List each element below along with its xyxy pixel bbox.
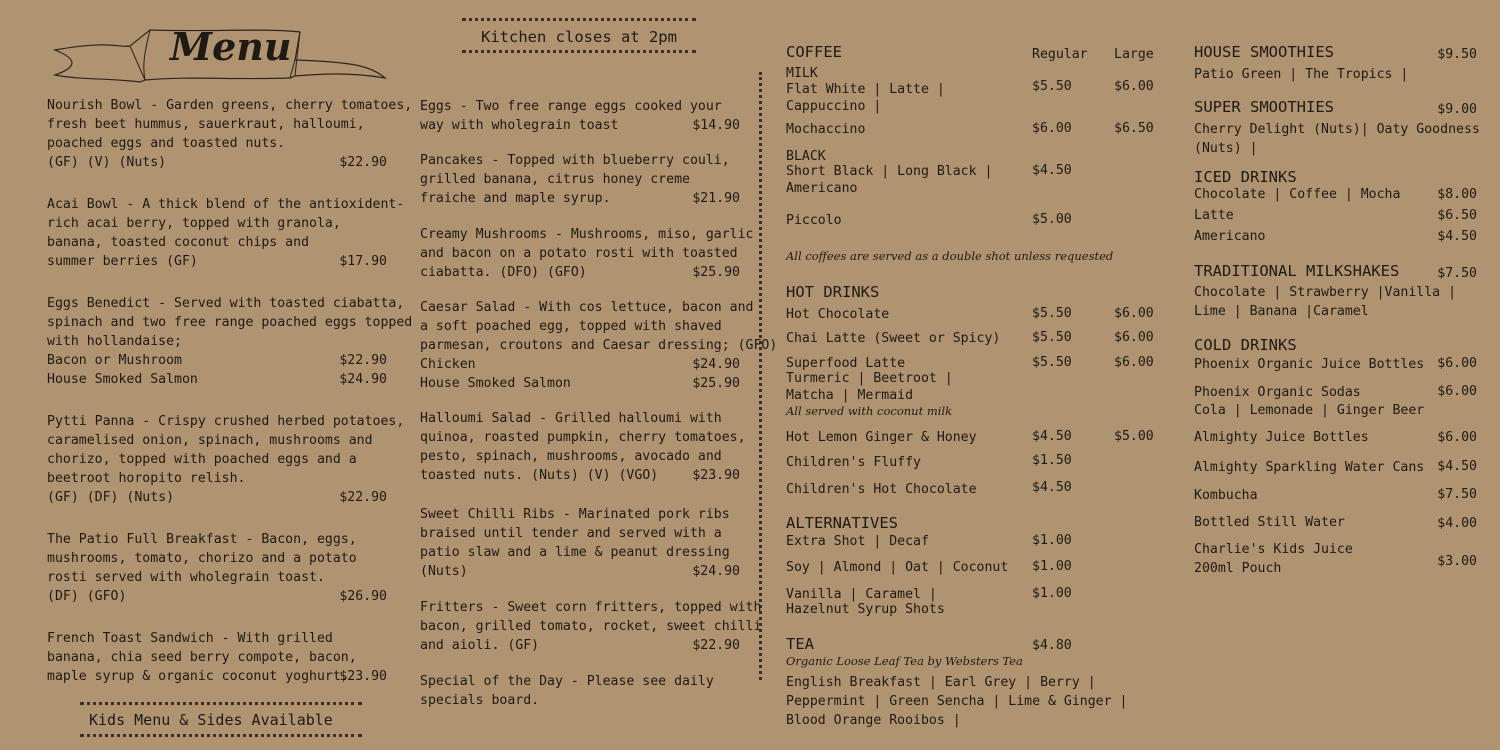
dish-line: Eggs Benedict - Served with toasted ciabatta, xyxy=(47,296,405,311)
kitchen-bottom-dots xyxy=(462,50,696,53)
dish-line: Halloumi Salad - Grilled halloumi with xyxy=(420,411,722,426)
regular-price: $6.00 xyxy=(1032,121,1072,136)
dish-line: Caesar Salad - With cos lettuce, bacon and xyxy=(420,300,754,315)
dish-line: Pancakes - Topped with blueberry couli, xyxy=(420,153,730,168)
dish-line: Creamy Mushrooms - Mushrooms, miso, garlic xyxy=(420,227,754,242)
regular-price: $5.00 xyxy=(1032,212,1072,227)
coffee-item: Cappuccino | xyxy=(786,99,882,114)
large-price: $6.00 xyxy=(1114,355,1154,370)
dish-line: specials board. xyxy=(420,693,540,708)
regular-price: $1.00 xyxy=(1032,559,1072,574)
large-price: $5.00 xyxy=(1114,429,1154,444)
drink-price: $6.50 xyxy=(1437,208,1477,223)
regular-price: $4.50 xyxy=(1032,480,1072,495)
dish-line: toasted nuts. (Nuts) (V) (VGO) xyxy=(420,468,659,483)
house-smoothies-line: Patio Green | The Tropics | xyxy=(1194,67,1409,82)
hot-drink-item: Hot Chocolate xyxy=(786,307,890,322)
tea-heading: TEA xyxy=(786,635,814,653)
drink-price: $4.50 xyxy=(1437,229,1477,244)
hot-drink-item: Children's Hot Chocolate xyxy=(786,482,977,497)
dish-price: $23.90 xyxy=(339,669,387,684)
dish-line: parmesan, croutons and Caesar dressing; (GFO) xyxy=(420,338,778,353)
regular-price: $4.50 xyxy=(1032,429,1072,444)
alternative-item: Soy | Almond | Oat | Coconut xyxy=(786,560,1009,575)
regular-price: $1.50 xyxy=(1032,453,1072,468)
iced-drink-item: Chocolate | Coffee | Mocha xyxy=(1194,187,1401,202)
coffee-item: Americano xyxy=(786,181,858,196)
dish-option: Bacon or Mushroom xyxy=(47,353,182,368)
cold-drink-item: Charlie's Kids Juice xyxy=(1194,542,1353,557)
alternative-item: Extra Shot | Decaf xyxy=(786,534,929,549)
regular-price: $1.00 xyxy=(1032,586,1072,601)
dish-option-price: $22.90 xyxy=(339,353,387,368)
large-column-heading: Large xyxy=(1114,47,1154,62)
dish-line: maple syrup & organic coconut yoghurt. xyxy=(47,669,349,684)
regular-price: $1.00 xyxy=(1032,533,1072,548)
large-price: $6.00 xyxy=(1114,306,1154,321)
tea-subtitle: Organic Loose Leaf Tea by Websters Tea xyxy=(786,654,1023,668)
dish-line: banana, chia seed berry compote, bacon, xyxy=(47,650,357,665)
kitchen-closes-text: Kitchen closes at 2pm xyxy=(481,28,677,46)
drink-price: $7.50 xyxy=(1437,487,1477,502)
coffee-note: All coffees are served as a double shot unless requested xyxy=(786,249,1114,263)
dish-line: fresh beet hummus, sauerkraut, halloumi, xyxy=(47,117,365,132)
drink-price: $9.50 xyxy=(1437,47,1477,62)
coffee-item: Short Black | Long Black | xyxy=(786,164,993,179)
dish-line: rich acai berry, topped with granola, xyxy=(47,216,341,231)
kids-bottom-dots xyxy=(80,734,362,737)
kids-top-dots xyxy=(80,702,362,705)
iced-drink-item: Latte xyxy=(1194,208,1234,223)
dish-line: French Toast Sandwich - With grilled xyxy=(47,631,333,646)
drink-price: $4.50 xyxy=(1437,459,1477,474)
coffee-item: Mochaccino xyxy=(786,122,866,137)
dish-line: banana, toasted coconut chips and xyxy=(47,235,310,250)
regular-price: $4.80 xyxy=(1032,638,1072,653)
milk-subheading: MILK xyxy=(786,66,818,81)
cold-drinks-heading: COLD DRINKS xyxy=(1194,336,1297,354)
drink-price: $7.50 xyxy=(1437,266,1477,281)
menu-title: Menu xyxy=(170,24,292,69)
hot-drink-item: Chai Latte (Sweet or Spicy) xyxy=(786,331,1001,346)
hot-drink-item: Hot Lemon Ginger & Honey xyxy=(786,430,977,445)
super-smoothies-line: Cherry Delight (Nuts)| Oaty Goodness xyxy=(1194,122,1480,137)
hot-drink-item: Matcha | Mermaid xyxy=(786,388,914,403)
dish-line: ciabatta. (DFO) (GFO) xyxy=(420,265,587,280)
regular-price: $5.50 xyxy=(1032,79,1072,94)
dish-price: $22.90 xyxy=(692,638,740,653)
super-smoothies-line: (Nuts) | xyxy=(1194,141,1258,156)
dish-line: way with wholegrain toast xyxy=(420,118,619,133)
dish-line: The Patio Full Breakfast - Bacon, eggs, xyxy=(47,532,357,547)
dish-line: (Nuts) xyxy=(420,564,468,579)
dish-option-price: $24.90 xyxy=(339,372,387,387)
dish-line: pesto, spinach, mushrooms, avocado and xyxy=(420,449,722,464)
super-smoothies-heading: SUPER SMOOTHIES xyxy=(1194,98,1334,116)
cold-drink-item: Almighty Sparkling Water Cans xyxy=(1194,460,1425,475)
dish-price: $22.90 xyxy=(339,490,387,505)
milkshake-line: Lime | Banana |Caramel xyxy=(1194,304,1369,319)
cold-drink-item: Phoenix Organic Juice Bottles xyxy=(1194,357,1425,372)
house-smoothies-heading: HOUSE SMOOTHIES xyxy=(1194,43,1334,61)
dish-price: $14.90 xyxy=(692,118,740,133)
coffee-heading: COFFEE xyxy=(786,43,842,61)
dish-line: patio slaw and a lime & peanut dressing xyxy=(420,545,730,560)
dish-line: summer berries (GF) xyxy=(47,254,198,269)
dish-line: (DF) (GFO) xyxy=(47,589,127,604)
dish-line: caramelised onion, spinach, mushrooms and xyxy=(47,433,373,448)
iced-drinks-heading: ICED DRINKS xyxy=(1194,168,1297,186)
regular-price: $5.50 xyxy=(1032,330,1072,345)
drink-price: $6.00 xyxy=(1437,430,1477,445)
dish-line: a soft poached egg, topped with shaved xyxy=(420,319,722,334)
dish-price: $25.90 xyxy=(692,265,740,280)
large-price: $6.00 xyxy=(1114,79,1154,94)
tea-line: Peppermint | Green Sencha | Lime & Ginger | xyxy=(786,694,1128,709)
dish-option-price: $24.90 xyxy=(692,357,740,372)
dish-line: and bacon on a potato rosti with toasted xyxy=(420,246,738,261)
regular-price: $5.50 xyxy=(1032,355,1072,370)
alternative-item: Vanilla | Caramel | xyxy=(786,587,937,602)
regular-price: $4.50 xyxy=(1032,163,1072,178)
drink-price: $6.00 xyxy=(1437,356,1477,371)
drink-price: $8.00 xyxy=(1437,187,1477,202)
dish-line: braised until tender and served with a xyxy=(420,526,722,541)
hot-drinks-heading: HOT DRINKS xyxy=(786,283,880,301)
dish-option: House Smoked Salmon xyxy=(47,372,198,387)
dish-option: Chicken xyxy=(420,357,476,372)
dish-line: bacon, grilled tomato, rocket, sweet chilli xyxy=(420,619,762,634)
dish-line: Fritters - Sweet corn fritters, topped with xyxy=(420,600,762,615)
dish-line: grilled banana, citrus honey creme xyxy=(420,172,690,187)
dish-line: fraiche and maple syrup. xyxy=(420,191,611,206)
black-subheading: BLACK xyxy=(786,149,826,164)
dish-price: $17.90 xyxy=(339,254,387,269)
dish-line: rosti served with wholegrain toast. xyxy=(47,570,325,585)
hot-drink-item: Children's Fluffy xyxy=(786,455,921,470)
kitchen-top-dots xyxy=(462,18,696,21)
dish-line: (GF) (DF) (Nuts) xyxy=(47,490,175,505)
hot-drink-item: Turmeric | Beetroot | xyxy=(786,371,953,386)
column-divider xyxy=(759,72,762,680)
regular-price: $5.50 xyxy=(1032,306,1072,321)
coffee-item: Flat White | Latte | xyxy=(786,82,945,97)
alternative-item: Hazelnut Syrup Shots xyxy=(786,602,945,617)
milkshake-line: Chocolate | Strawberry |Vanilla | xyxy=(1194,285,1457,300)
dish-line: (GF) (V) (Nuts) xyxy=(47,155,167,170)
dish-price: $23.90 xyxy=(692,468,740,483)
milkshakes-heading: TRADITIONAL MILKSHAKES xyxy=(1194,262,1400,280)
dish-price: $24.90 xyxy=(692,564,740,579)
dish-price: $22.90 xyxy=(339,155,387,170)
dish-line: mushrooms, tomato, chorizo and a potato xyxy=(47,551,357,566)
dish-line: with hollandaise; xyxy=(47,334,182,349)
kids-menu-text: Kids Menu & Sides Available xyxy=(89,711,333,729)
dish-price: $26.90 xyxy=(339,589,387,604)
dish-line: Eggs - Two free range eggs cooked your xyxy=(420,99,722,114)
dish-line: Sweet Chilli Ribs - Marinated pork ribs xyxy=(420,507,730,522)
large-price: $6.50 xyxy=(1114,121,1154,136)
hot-drink-item: Superfood Latte xyxy=(786,356,906,371)
cold-drink-item: Kombucha xyxy=(1194,488,1258,503)
tea-line: English Breakfast | Earl Grey | Berry | xyxy=(786,675,1096,690)
drink-price: $9.00 xyxy=(1437,102,1477,117)
dish-price: $21.90 xyxy=(692,191,740,206)
dish-line: Pytti Panna - Crispy crushed herbed potatoes, xyxy=(47,414,405,429)
hot-drinks-note: All served with coconut milk xyxy=(786,404,953,418)
large-price: $6.00 xyxy=(1114,330,1154,345)
dish-option-price: $25.90 xyxy=(692,376,740,391)
drink-price: $4.00 xyxy=(1437,516,1477,531)
coffee-item: Piccolo xyxy=(786,213,842,228)
cold-drink-item: Almighty Juice Bottles xyxy=(1194,430,1369,445)
dish-line: Special of the Day - Please see daily xyxy=(420,674,714,689)
dish-line: Acai Bowl - A thick blend of the antioxident- xyxy=(47,197,405,212)
cold-drink-item: 200ml Pouch xyxy=(1194,561,1282,576)
cold-drink-item: Phoenix Organic Sodas xyxy=(1194,385,1361,400)
regular-column-heading: Regular xyxy=(1032,47,1088,62)
cold-drink-item: Bottled Still Water xyxy=(1194,515,1345,530)
tea-line: Blood Orange Rooibos | xyxy=(786,713,961,728)
dish-line: chorizo, topped with poached eggs and a xyxy=(47,452,357,467)
drink-price: $3.00 xyxy=(1437,554,1477,569)
dish-line: spinach and two free range poached eggs topped xyxy=(47,315,413,330)
alternatives-heading: ALTERNATIVES xyxy=(786,514,898,532)
iced-drink-item: Americano xyxy=(1194,229,1266,244)
dish-line: Nourish Bowl - Garden greens, cherry tomatoes, xyxy=(47,98,413,113)
dish-line: poached eggs and toasted nuts. xyxy=(47,136,286,151)
cold-drink-item: Cola | Lemonade | Ginger Beer xyxy=(1194,403,1425,418)
dish-line: quinoa, roasted pumpkin, cherry tomatoes, xyxy=(420,430,746,445)
dish-option: House Smoked Salmon xyxy=(420,376,571,391)
dish-line: and aioli. (GF) xyxy=(420,638,540,653)
drink-price: $6.00 xyxy=(1437,384,1477,399)
dish-line: beetroot horopito relish. xyxy=(47,471,246,486)
